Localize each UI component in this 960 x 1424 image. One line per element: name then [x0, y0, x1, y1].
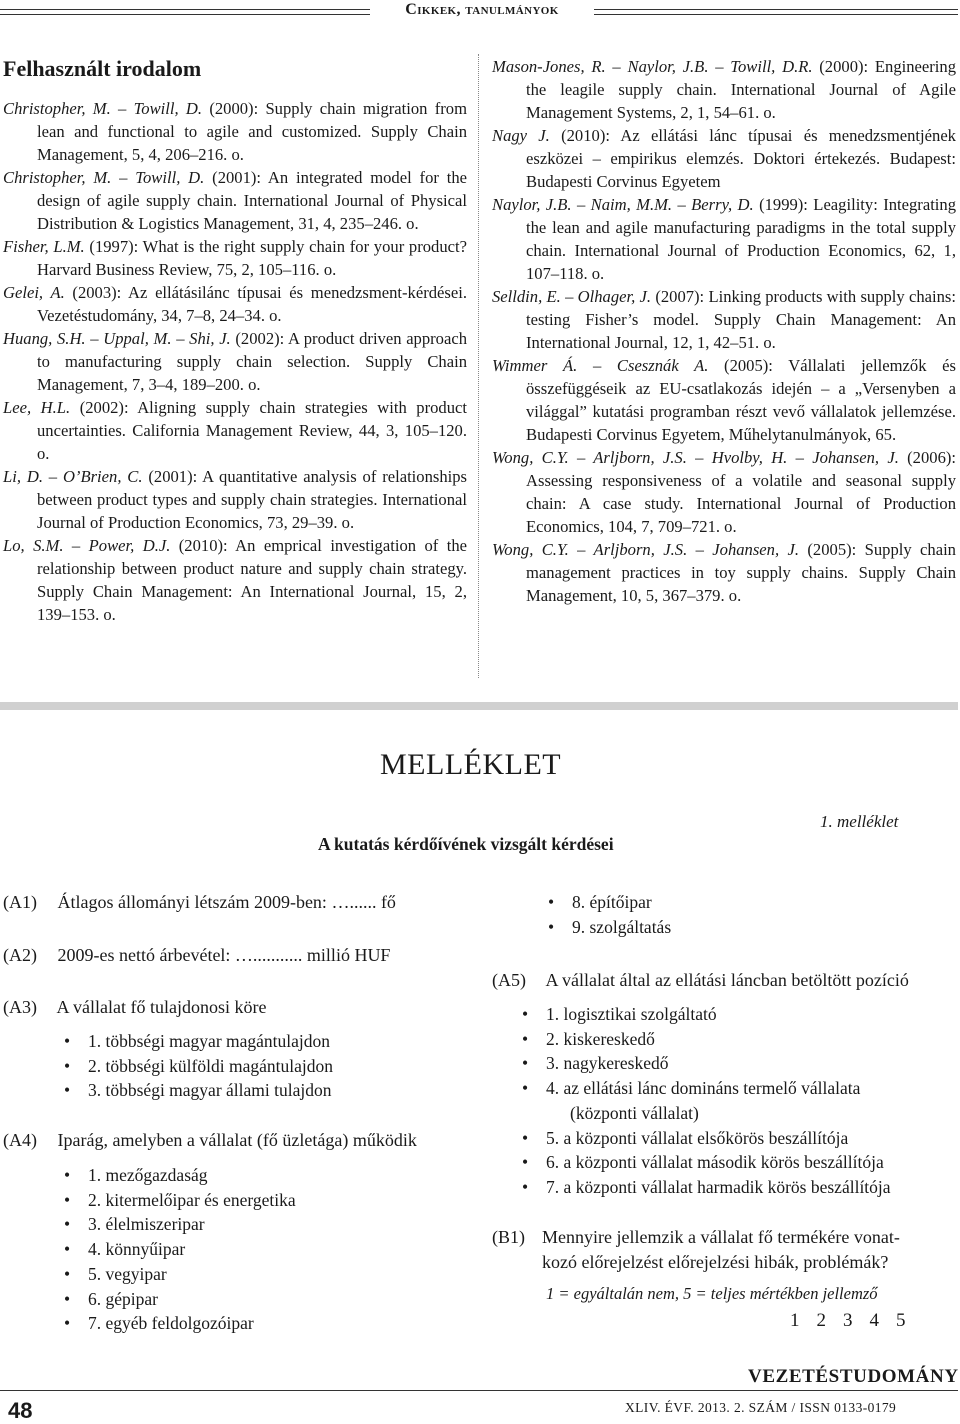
reference-authors: Wimmer Á. – Csesznák A.: [492, 356, 709, 375]
journal-name: VEZETÉSTUDOMÁNY: [748, 1366, 959, 1387]
list-item: [62, 1262, 296, 1287]
question-text: A vállalat fő tulajdonosi köre: [56, 997, 267, 1017]
list-item: [62, 1237, 296, 1262]
reference-details: (2001): An integrated model for the design of agile supply chain. International Journal of Physical Distribution & Logistics Management, 31, 4, 235–246. o.: [37, 168, 467, 233]
question-text: 2009-es nettó árbevétel: …........... millió HUF: [57, 945, 391, 965]
list-item: [62, 1163, 296, 1188]
reference-details: (2006): Assessing responsiveness of a volatile and seasonal supply chain: A case study. International Journal of Production Economics, 104, 7, 709–721. o.: [526, 448, 957, 536]
question-text-line2: kozó előrejelzést előrejelzési hibák, problémák?: [542, 1252, 889, 1272]
reference-details: (2001): A quantitative analysis of relationships between product types and supply chain strategies. International Journal of Production Economics, 73, 29–39. o.: [37, 467, 468, 532]
list-a4-options: [62, 1163, 296, 1336]
list-item: [62, 1078, 333, 1103]
list-item: [62, 1287, 296, 1312]
list-item: [520, 1175, 891, 1200]
reference-authors: Selldin, E. – Olhager, J.: [492, 287, 652, 306]
reference-details: (2000): Engineering the leagile supply chain. International Journal of Agile Management Systems, 2, 1, 54–61. o.: [526, 57, 956, 122]
list-item-label: 1. mezőgazdaság: [88, 1165, 208, 1185]
question-code: (B1): [492, 1227, 525, 1247]
reference-authors: Nagy J.: [492, 126, 550, 145]
reference-details: (2005): Supply chain management practices in toy supply chains. Supply Chain Management, 10, 5, 367–379. o.: [526, 540, 956, 605]
list-item: [520, 1051, 891, 1076]
list-item-label: 5. vegyipar: [88, 1263, 167, 1284]
reference-entry: [492, 193, 956, 285]
reference-entry: [3, 281, 467, 327]
question-a5: [492, 968, 909, 992]
header-rule-left: [0, 9, 370, 15]
list-item: [62, 1188, 296, 1213]
list-a5-options: [520, 1002, 891, 1200]
scale-value: 3: [843, 1310, 853, 1331]
scale-value: 5: [896, 1310, 906, 1331]
column-divider: [478, 54, 479, 678]
reference-authors: Huang, S.H. – Uppal, M. – Shi, J.: [3, 329, 231, 348]
list-item-label: 3. többségi magyar állami tulajdon: [88, 1080, 332, 1101]
scale-legend: 1 = egyáltalán nem, 5 = teljes mértékben jellemző: [546, 1284, 878, 1303]
reference-entry: [492, 354, 956, 446]
question-a3: [3, 995, 266, 1019]
list-item: [62, 1311, 296, 1336]
reference-authors: Christopher, M. – Towill, D.: [3, 168, 205, 187]
references-left-column: [3, 97, 467, 626]
list-item-label: 2. többségi külföldi magántulajdon: [88, 1055, 333, 1076]
list-item: [62, 1212, 296, 1237]
list-item: [62, 1029, 333, 1054]
question-text: Átlagos állományi létszám 2009-ben: …...... fő: [57, 892, 396, 912]
reference-details: (2010): Az ellátási lánc típusai és menedzsmentjének eszközei – empirikus elemzés. Doktori értekezés. Budapest: Budapesti Corvinus Egyetem: [526, 126, 956, 191]
question-text-line1: Mennyire jellemzik a vállalat fő termékére vonat-: [542, 1227, 900, 1247]
list-item-label: 8. építőipar: [572, 892, 652, 912]
section-separator: [0, 702, 958, 710]
list-item: [520, 1150, 891, 1175]
issue-info: XLIV. ÉVF. 2013. 2. SZÁM / ISSN 0133-0179: [625, 1400, 897, 1415]
question-text: A vállalat által az ellátási láncban betöltött pozíció: [545, 970, 909, 990]
list-item: [62, 1054, 333, 1079]
section-title: Cikkek, tanulmányok: [405, 1, 559, 18]
references-heading: Felhasznált irodalom: [3, 56, 202, 81]
reference-details: (2005): Vállalati jellemzők és összefüggéseik az EU-csatlakozás idején – a „Versenyben a világgal” kutatási programban részt vevő vállalatok jellemzése. Budapesti Corvinus Egyetem, Műhelytanulmányok, 65.: [526, 356, 956, 444]
header-rule-right: [594, 9, 958, 15]
list-a3-options: [62, 1029, 333, 1103]
reference-details: (2003): Az ellátásilánc típusai és menedzsment-kérdései. Vezetéstudomány, 34, 7–8, 24–34. o.: [37, 283, 467, 325]
reference-authors: Li, D. – O’Brien, C.: [3, 467, 143, 486]
reference-authors: Naylor, J.B. – Naim, M.M. – Berry, D.: [492, 195, 754, 214]
appendix-tag: 1. melléklet: [820, 812, 899, 831]
reference-entry: [3, 396, 467, 465]
question-a2: [3, 943, 390, 967]
list-item-label: 4. könnyűipar: [88, 1239, 186, 1260]
reference-entry: [3, 534, 467, 626]
list-item-label: 7. egyéb feldolgozóipar: [88, 1313, 254, 1334]
list-item-label: 7. a központi vállalat harmadik körös beszállítója: [546, 1176, 891, 1197]
list-item-label: 3. élelmiszeripar: [88, 1214, 205, 1235]
reference-details: (1997): What is the right supply chain for your product? Harvard Business Review, 75, 2, 105–116. o.: [37, 237, 467, 279]
list-item: [546, 915, 671, 940]
reference-entry: [492, 285, 956, 354]
reference-entry: [492, 124, 956, 193]
list-item-label: 6. a központi vállalat második körös beszállítója: [546, 1152, 884, 1173]
list-item-label: 6. gépipar: [88, 1288, 158, 1309]
list-item: [520, 1126, 891, 1151]
reference-details: (2000): Supply chain migration from lean and functional to agile and customized. Supply Chain Management, 5, 4, 206–216. o.: [37, 99, 467, 164]
question-a4: [3, 1128, 417, 1152]
reference-entry: [3, 97, 467, 166]
list-item: [546, 890, 671, 915]
reference-authors: Christopher, M. – Towill, D.: [3, 99, 203, 118]
reference-entry: [3, 327, 467, 396]
appendix-subtitle: A kutatás kérdőívének vizsgált kérdései: [318, 834, 614, 854]
list-item: [520, 1027, 891, 1052]
reference-entry: [3, 166, 467, 235]
reference-authors: Lo, S.M. – Power, D.J.: [3, 536, 171, 555]
scale-value: 2: [816, 1310, 826, 1331]
question-text: Iparág, amelyben a vállalat (fő üzletága) működik: [57, 1130, 417, 1150]
reference-entry: [492, 55, 956, 124]
list-item-label: 1. többségi magyar magántulajdon: [88, 1031, 331, 1051]
reference-authors: Gelei, A.: [3, 283, 65, 302]
list-a4-continued: [546, 890, 671, 939]
reference-authors: Mason-Jones, R. – Naylor, J.B. – Towill, D.R.: [492, 57, 813, 76]
reference-entry: [492, 446, 956, 538]
list-item-label: 2. kiskereskedő: [546, 1028, 655, 1049]
reference-entry: [492, 538, 956, 607]
reference-authors: Wong, C.Y. – Arljborn, J.S. – Johansen, J.: [492, 540, 800, 559]
reference-details: (1999): Leagility: Integrating the lean and agile manufacturing paradigms in the total supply chain. International Journal of Production Economics, 62, 1, 107–118. o.: [526, 195, 957, 283]
scale-value: 1: [790, 1310, 800, 1331]
reference-authors: Lee, H.L.: [3, 398, 71, 417]
question-a1: [3, 890, 396, 914]
list-item: [520, 1076, 891, 1125]
page-number: 48: [8, 1398, 33, 1423]
reference-details: (2002): Aligning supply chain strategies with product uncertainties. California Management Review, 44, 3, 105–120. o.: [37, 398, 467, 463]
references-right-column: [492, 55, 956, 607]
list-item: [520, 1002, 891, 1027]
list-item-label: 1. logisztikai szolgáltató: [546, 1004, 717, 1024]
question-b1: [492, 1225, 900, 1275]
list-item-label: 4. az ellátási lánc domináns termelő vállalata: [546, 1078, 861, 1099]
list-item-label: 3. nagykereskedő: [546, 1053, 669, 1074]
list-item-label: 5. a központi vállalat elsőkörös beszállítója: [546, 1127, 849, 1148]
list-item-continuation: (központi vállalat): [570, 1102, 699, 1123]
reference-details: (2007): Linking products with supply chains: testing Fisher’s model. Supply Chain Management: An International Journal, 12, 1, 42–51. o.: [526, 287, 956, 352]
reference-authors: Fisher, L.M.: [3, 237, 85, 256]
appendix-title: MELLÉKLET: [380, 748, 562, 781]
reference-entry: [3, 235, 467, 281]
rating-scale: [790, 1310, 906, 1332]
footer-rule: [0, 1390, 958, 1391]
list-item-label: 2. kitermelőipar és energetika: [88, 1189, 296, 1210]
scale-value: 4: [869, 1310, 879, 1331]
question-code: (A4): [3, 1130, 37, 1150]
reference-details: (2002): A product driven approach to manufacturing supply chain selection. Supply Chain Management, 7, 3–4, 189–200. o.: [37, 329, 468, 394]
question-code: (A3): [3, 997, 37, 1017]
list-item-label: 9. szolgáltatás: [572, 916, 672, 937]
question-code: (A5): [492, 970, 526, 990]
reference-entry: [3, 465, 467, 534]
question-code: (A1): [3, 892, 37, 912]
reference-details: (2010): An emprical investigation of the relationship between product nature and supply chain strategy. Supply Chain Management: An International Journal, 15, 2, 139–153. o.: [37, 536, 467, 624]
question-code: (A2): [3, 945, 37, 965]
reference-authors: Wong, C.Y. – Arljborn, J.S. – Hvolby, H. – Johansen, J.: [492, 448, 899, 467]
